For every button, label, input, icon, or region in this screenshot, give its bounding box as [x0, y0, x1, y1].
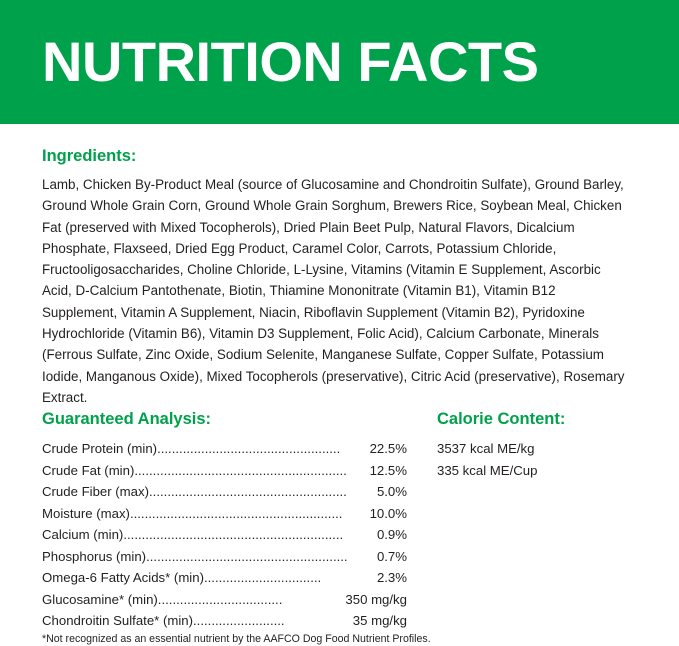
- table-row: [42, 589, 407, 611]
- ga-dots: ......................................................: [149, 484, 347, 499]
- table-row: [42, 460, 407, 482]
- ga-value: 22.5%: [369, 441, 407, 456]
- ga-label: Crude Protein (min): [42, 441, 158, 456]
- calorie-content-heading: Calorie Content:: [437, 410, 566, 428]
- ga-label: Crude Fat (min): [42, 462, 135, 478]
- table-row: [42, 481, 407, 503]
- ga-value: 0.9%: [376, 527, 407, 542]
- table-row: [42, 567, 407, 589]
- guaranteed-analysis-heading: Guaranteed Analysis:: [42, 410, 212, 428]
- ga-dots: ..........................................................: [134, 462, 347, 478]
- ga-dots: ..................................................: [157, 441, 341, 456]
- ga-dots: .........................: [193, 613, 285, 628]
- ingredients-heading: Ingredients:: [42, 147, 137, 165]
- ga-value: 12.5%: [369, 462, 407, 478]
- table-row: [42, 524, 407, 546]
- ga-label: Calcium (min): [42, 527, 124, 542]
- ga-label: Omega-6 Fatty Acids* (min): [42, 570, 204, 585]
- ga-value: 350 mg/kg: [345, 591, 407, 607]
- ga-dots: ..................................: [157, 591, 283, 607]
- guaranteed-analysis-table: [42, 438, 407, 632]
- page-title: NUTRITION FACTS: [42, 30, 539, 93]
- header-band: [0, 0, 679, 124]
- ga-label: Moisture (max): [42, 505, 130, 521]
- ga-value: 35 mg/kg: [352, 613, 407, 628]
- ga-value: 5.0%: [376, 484, 407, 499]
- footnote: *Not recognized as an essential nutrient by the AAFCO Dog Food Nutrient Profiles.: [42, 633, 431, 645]
- calorie-content-values: [437, 438, 647, 481]
- ingredients-text: Lamb, Chicken By-Product Meal (source of Glucosamine and Chondroitin Sulfate), Ground Barley, Ground Whole Grain Corn, Ground Whole Grain Sorghum, Brewers Rice, Soybean Meal, Chicken Fat (preserved with Mixed Tocopherols), Dried Plain Beet Pulp, Natural Flavors, Dicalcium Phosphate, Flaxseed, Dried Egg Product, Caramel Color, Carrots, Potassium Chloride, Fructooligosaccharides, Choline Chloride, L-Lysine, Vitamins (Vitamin E Supplement, Ascorbic Acid, D-Calcium Pantothenate, Biotin, Thiamine Mononitrate (Vitamin B1), Vitamin B12 Supplement, Vitamin A Supplement, Niacin, Riboflavin Supplement (Vitamin B2), Pyridoxine Hydrochloride (Vitamin B6), Vitamin D3 Supplement, Folic Acid), Calcium Carbonate, Minerals (Ferrous Sulfate, Zinc Oxide, Sodium Selenite, Manganese Sulfate, Copper Sulfate, Potassium Iodide, Manganous Oxide), Mixed Tocopherols (preservative), Citric Acid (preservative), Rosemary Extract.: [42, 177, 625, 405]
- ga-dots: ................................: [203, 570, 322, 585]
- ga-value: 0.7%: [376, 548, 407, 564]
- ga-label: Chondroitin Sulfate* (min): [42, 613, 193, 628]
- calorie-line: 3537 kcal ME/kg: [437, 441, 535, 456]
- ga-value: 10.0%: [369, 505, 407, 521]
- table-row: [42, 610, 407, 632]
- ga-dots: ..........................................................: [129, 505, 343, 521]
- ga-label: Phosphorus (min): [42, 548, 147, 564]
- ga-dots: ............................................................: [123, 527, 344, 542]
- calorie-line: 335 kcal ME/Cup: [437, 462, 538, 478]
- ga-value: 2.3%: [376, 570, 407, 585]
- table-row: [42, 438, 407, 460]
- table-row: [42, 503, 407, 525]
- table-row: [42, 546, 407, 568]
- ga-label: Crude Fiber (max): [42, 484, 149, 499]
- ga-label: Glucosamine* (min): [42, 591, 158, 607]
- ga-dots: .......................................................: [146, 548, 348, 564]
